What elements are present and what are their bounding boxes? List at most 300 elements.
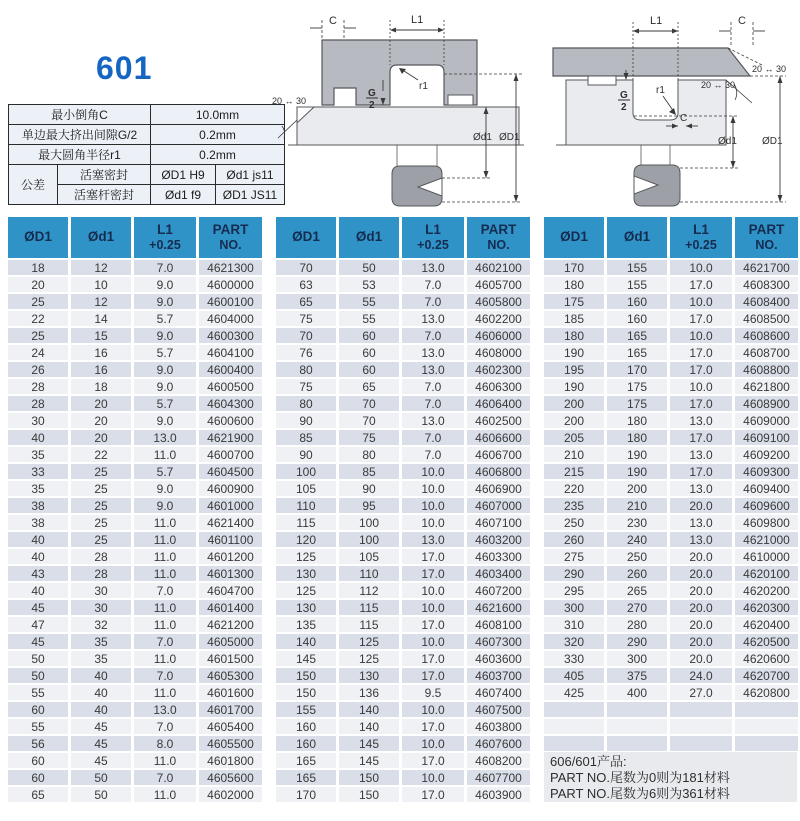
header-cell-d1: Ød1 (607, 217, 667, 258)
table-cell: 80 (276, 362, 336, 377)
tolerance-label: 公差 (9, 165, 58, 205)
table-cell: 150 (339, 787, 399, 802)
table-row (544, 277, 798, 292)
arrowhead (514, 74, 519, 81)
table-cell: 4600000 (199, 277, 262, 292)
table-cell: 190 (607, 464, 667, 479)
cylinder-shape (553, 48, 750, 76)
table-cell: 17.0 (402, 719, 464, 734)
table-cell: 28 (8, 379, 68, 394)
table-row (544, 634, 798, 649)
table-cell: 9.0 (134, 294, 196, 309)
table-cell: 155 (607, 260, 667, 275)
table-cell: 55 (339, 311, 399, 326)
table-cell: 4600500 (199, 379, 262, 394)
table-cell: 4621900 (199, 430, 262, 445)
table-cell: 30 (71, 583, 131, 598)
table-cell: 40 (8, 430, 68, 445)
table-row (544, 328, 798, 343)
table-row (8, 277, 262, 292)
table-cell: 13.0 (134, 430, 196, 445)
table-cell: 4601300 (199, 566, 262, 581)
table-cell: 20.0 (670, 583, 732, 598)
table-cell: 4601200 (199, 549, 262, 564)
table-cell: 25 (8, 294, 68, 309)
table-cell: 112 (339, 583, 399, 598)
table-cell: 4620800 (735, 685, 798, 700)
table-row (276, 277, 530, 292)
table-cell: 125 (339, 651, 399, 666)
size-table-2 (276, 217, 530, 804)
table-row (8, 719, 262, 734)
table-cell: 215 (544, 464, 604, 479)
table-row (276, 515, 530, 530)
table-cell: 35 (71, 651, 131, 666)
table-cell: 280 (607, 617, 667, 632)
table-cell: 12 (71, 260, 131, 275)
table-cell: 155 (276, 702, 336, 717)
table-cell: 115 (339, 600, 399, 615)
table-cell: 20 (71, 396, 131, 411)
table-cell: 80 (339, 447, 399, 462)
table-cell: 10.0 (402, 634, 464, 649)
table-cell: 4605400 (199, 719, 262, 734)
header-cell-partno: PART NO. (467, 217, 530, 258)
table-cell: 17.0 (670, 396, 732, 411)
table-cell: 300 (607, 651, 667, 666)
table-row (544, 464, 798, 479)
table-cell: 120 (276, 532, 336, 547)
table-cell: 22 (71, 447, 131, 462)
table-cell: 25 (71, 532, 131, 547)
table-cell: 13.0 (670, 447, 732, 462)
table-cell: 15 (71, 328, 131, 343)
table-cell: 4605300 (199, 668, 262, 683)
table-cell: 60 (339, 345, 399, 360)
note-line: PART NO.尾数为6则为361材料 (550, 786, 730, 801)
table-cell: 115 (339, 617, 399, 632)
tolerance-value: ØD1 H9 (151, 165, 216, 185)
table-cell: 10.0 (670, 379, 732, 394)
table-cell: 17.0 (402, 549, 464, 564)
table-row (8, 345, 262, 360)
table-cell: 4621800 (735, 379, 798, 394)
table-cell: 4605600 (199, 770, 262, 785)
table-cell: 4608300 (735, 277, 798, 292)
table-row (276, 464, 530, 479)
table-cell: 11.0 (134, 651, 196, 666)
table-row (276, 787, 530, 802)
table-cell: 130 (276, 600, 336, 615)
table-row (8, 498, 262, 513)
table-row (8, 294, 262, 309)
table-cell: 135 (276, 617, 336, 632)
table-cell: 30 (8, 413, 68, 428)
table-cell: 70 (339, 413, 399, 428)
table-cell: 11.0 (134, 600, 196, 615)
table-cell: 25 (71, 515, 131, 530)
angle-arc (282, 126, 285, 138)
table-cell: 320 (544, 634, 604, 649)
dim-label-r1: r1 (419, 81, 428, 92)
table-cell: 50 (8, 651, 68, 666)
table-cell: 90 (276, 413, 336, 428)
table-cell: 20 (71, 430, 131, 445)
table-row (544, 362, 798, 377)
spec-value: 0.2mm (151, 145, 285, 165)
table-row (8, 260, 262, 275)
table-header (544, 217, 798, 258)
table-cell: 40 (8, 532, 68, 547)
table-cell: 17.0 (402, 651, 464, 666)
dim-label-r1: r1 (656, 85, 665, 96)
dim-label-d1: Ød1 (718, 136, 737, 147)
table-cell: 4606300 (467, 379, 530, 394)
table-cell: 185 (544, 311, 604, 326)
table-cell: 9.0 (134, 328, 196, 343)
table-cell: 5.7 (134, 396, 196, 411)
table-row (8, 549, 262, 564)
table-cell: 35 (71, 634, 131, 649)
material-note (544, 752, 797, 802)
table-cell: 17.0 (670, 464, 732, 479)
table-cell: 180 (607, 430, 667, 445)
table-cell: 4604100 (199, 345, 262, 360)
note-line: 606/601产品: (550, 754, 627, 769)
table-row (544, 498, 798, 513)
table-cell: 220 (544, 481, 604, 496)
table-row (544, 617, 798, 632)
table-cell: 4600400 (199, 362, 262, 377)
table-cell: 65 (339, 379, 399, 394)
table-cell: 38 (8, 515, 68, 530)
table-cell: 4608900 (735, 396, 798, 411)
table-cell: 165 (276, 753, 336, 768)
table-cell: 4608600 (735, 328, 798, 343)
table-cell: 13.0 (402, 345, 464, 360)
table-cell: 90 (339, 481, 399, 496)
table-cell: 60 (339, 362, 399, 377)
table-cell: 10.0 (670, 328, 732, 343)
table-cell: 18 (8, 260, 68, 275)
table-cell: 35 (8, 447, 68, 462)
table-cell: 50 (71, 770, 131, 785)
table-cell: 10.0 (670, 260, 732, 275)
table-cell: 60 (8, 702, 68, 717)
table-cell: 56 (8, 736, 68, 751)
table-cell: 400 (607, 685, 667, 700)
table-row (8, 702, 262, 717)
table-cell: 4601400 (199, 600, 262, 615)
table-row (276, 447, 530, 462)
table-cell: 40 (71, 685, 131, 700)
spec-table (8, 104, 285, 205)
table-cell: 4601700 (199, 702, 262, 717)
table-cell: 70 (276, 328, 336, 343)
table-row (8, 736, 262, 751)
table-cell: 190 (544, 345, 604, 360)
table-cell: 7.0 (402, 277, 464, 292)
table-cell: 4609300 (735, 464, 798, 479)
table-cell (607, 702, 667, 717)
table-cell: 20 (71, 413, 131, 428)
table-cell: 4600300 (199, 328, 262, 343)
backup-ring (588, 76, 616, 85)
table-cell: 250 (607, 549, 667, 564)
table-cell: 4606700 (467, 447, 530, 462)
table-cell: 17.0 (402, 668, 464, 683)
table-cell: 8.0 (134, 736, 196, 751)
arrowhead (390, 28, 396, 33)
table-cell: 85 (276, 430, 336, 445)
table-cell: 5.7 (134, 345, 196, 360)
table-cell: 17.0 (402, 787, 464, 802)
table-cell: 4609400 (735, 481, 798, 496)
arrowhead (778, 76, 783, 83)
arrowhead (399, 68, 406, 74)
table-row (544, 532, 798, 547)
table-cell: 9.5 (402, 685, 464, 700)
header-cell-od1: ØD1 (276, 217, 336, 258)
table-row (8, 770, 262, 785)
table-cell: 4602000 (199, 787, 262, 802)
table-cell: 4606400 (467, 396, 530, 411)
table-row (276, 685, 530, 700)
table-row (276, 430, 530, 445)
table-row (276, 668, 530, 683)
table-cell: 11.0 (134, 617, 196, 632)
table-cell: 7.0 (134, 583, 196, 598)
table-row (276, 345, 530, 360)
table-cell (670, 702, 732, 717)
tolerance-value: Ød1 js11 (216, 165, 285, 185)
arrowhead (633, 29, 639, 34)
table-cell: 9.0 (134, 498, 196, 513)
table-cell: 10.0 (402, 583, 464, 598)
table-cell: 210 (544, 447, 604, 462)
table-cell: 4620200 (735, 583, 798, 598)
table-cell: 4601800 (199, 753, 262, 768)
table-row (8, 447, 262, 462)
table-cell: 155 (607, 277, 667, 292)
table-cell: 40 (8, 583, 68, 598)
table-row (544, 515, 798, 530)
table-cell: 7.0 (402, 447, 464, 462)
table-cell: 4603600 (467, 651, 530, 666)
table-row (8, 753, 262, 768)
table-cell: 80 (276, 396, 336, 411)
table-cell: 200 (544, 413, 604, 428)
table-cell: 260 (544, 532, 604, 547)
table-cell: 11.0 (134, 515, 196, 530)
table-cell: 4604300 (199, 396, 262, 411)
table-cell: 110 (276, 498, 336, 513)
table-cell: 140 (339, 702, 399, 717)
table-cell: 70 (276, 260, 336, 275)
table-cell: 190 (607, 447, 667, 462)
table-cell: 17.0 (402, 617, 464, 632)
table-cell: 4601500 (199, 651, 262, 666)
table-cell: 4608100 (467, 617, 530, 632)
table-row (544, 566, 798, 581)
table-row (544, 447, 798, 462)
table-cell: 4601100 (199, 532, 262, 547)
table-cell: 17.0 (670, 311, 732, 326)
table-cell: 7.0 (402, 379, 464, 394)
table-cell: 330 (544, 651, 604, 666)
table-cell: 4621400 (199, 515, 262, 530)
table-row (544, 294, 798, 309)
table-cell: 205 (544, 430, 604, 445)
table-cell: 20.0 (670, 617, 732, 632)
table-body (276, 260, 530, 802)
table-row (8, 396, 262, 411)
table-cell: 4609100 (735, 430, 798, 445)
piston-seal-diagram (538, 8, 798, 215)
table-row (276, 260, 530, 275)
table-cell: 4621000 (735, 532, 798, 547)
table-cell: 27.0 (670, 685, 732, 700)
table-row (544, 345, 798, 360)
table-cell: 28 (71, 549, 131, 564)
chamfer-line (278, 120, 297, 138)
table-cell: 180 (544, 277, 604, 292)
table-cell: 38 (8, 498, 68, 513)
table-cell: 4620700 (735, 668, 798, 683)
table-cell: 7.0 (402, 328, 464, 343)
table-cell: 10 (71, 277, 131, 292)
table-cell: 76 (276, 345, 336, 360)
table-row (8, 413, 262, 428)
spec-label: 最大圆角半径r1 (9, 145, 151, 165)
table-row (276, 651, 530, 666)
table-cell: 4608500 (735, 311, 798, 326)
table-cell: 10.0 (402, 600, 464, 615)
table-cell: 65 (8, 787, 68, 802)
table-cell: 310 (544, 617, 604, 632)
table-cell: 20.0 (670, 651, 732, 666)
table-cell: 50 (8, 668, 68, 683)
tolerance-name: 活塞杆密封 (58, 185, 151, 205)
table-row (276, 294, 530, 309)
table-cell: 170 (607, 362, 667, 377)
header-cell-l1: L1 +0.25 (134, 217, 196, 258)
dim-label-l1: L1 (411, 14, 424, 26)
table-cell: 4608000 (467, 345, 530, 360)
table-cell: 20.0 (670, 600, 732, 615)
table-row (276, 736, 530, 751)
table-cell: 4621300 (199, 260, 262, 275)
table-row (276, 532, 530, 547)
table-cell: 4603300 (467, 549, 530, 564)
table-row (544, 736, 798, 751)
table-cell: 4600900 (199, 481, 262, 496)
table-cell: 26 (8, 362, 68, 377)
table-cell: 260 (607, 566, 667, 581)
tolerance-value: ØD1 JS11 (216, 185, 285, 205)
table-cell: 170 (276, 787, 336, 802)
header-cell-l1: L1 +0.25 (402, 217, 464, 258)
table-cell: 275 (544, 549, 604, 564)
table-cell: 175 (607, 379, 667, 394)
table-cell: 22 (8, 311, 68, 326)
table-cell: 13.0 (670, 481, 732, 496)
table-cell: 24.0 (670, 668, 732, 683)
table-row (8, 430, 262, 445)
table-row (8, 617, 262, 632)
table-cell: 130 (276, 566, 336, 581)
table-row (544, 702, 798, 717)
table-row (276, 311, 530, 326)
table-cell: 60 (8, 753, 68, 768)
table-cell: 45 (71, 736, 131, 751)
table-cell: 175 (544, 294, 604, 309)
backup-ring (448, 95, 473, 105)
table-row (8, 787, 262, 802)
table-cell: 63 (276, 277, 336, 292)
table-cell: 13.0 (402, 311, 464, 326)
table-cell: 180 (544, 328, 604, 343)
table-cell: 13.0 (670, 515, 732, 530)
table-cell: 240 (607, 532, 667, 547)
table-row (276, 481, 530, 496)
table-row (8, 515, 262, 530)
table-row (8, 634, 262, 649)
table-row (544, 430, 798, 445)
table-cell: 160 (276, 736, 336, 751)
table-cell: 165 (607, 328, 667, 343)
table-cell: 210 (607, 498, 667, 513)
table-row (276, 362, 530, 377)
table-cell: 4604000 (199, 311, 262, 326)
table-cell: 4607700 (467, 770, 530, 785)
dim-label-D1: ØD1 (499, 132, 520, 143)
table-cell: 47 (8, 617, 68, 632)
header-cell-d1: Ød1 (339, 217, 399, 258)
table-cell (607, 719, 667, 734)
table-cell: 7.0 (402, 396, 464, 411)
table-cell: 7.0 (134, 260, 196, 275)
table-cell: 16 (71, 345, 131, 360)
table-cell: 145 (339, 753, 399, 768)
table-cell: 45 (8, 600, 68, 615)
table-cell (735, 719, 798, 734)
table-cell: 7.0 (134, 634, 196, 649)
table-cell: 4621200 (199, 617, 262, 632)
header-cell-partno: PART NO. (199, 217, 262, 258)
table-row (544, 396, 798, 411)
table-cell: 20.0 (670, 566, 732, 581)
dim-label-c: C (329, 15, 337, 27)
table-cell: 4600700 (199, 447, 262, 462)
table-cell: 5.7 (134, 464, 196, 479)
table-cell (544, 702, 604, 717)
angle-label: 20 ↔ 30 (272, 96, 307, 106)
table-cell: 4607100 (467, 515, 530, 530)
table-cell: 16 (71, 362, 131, 377)
dim-label-D1: ØD1 (762, 136, 783, 147)
table-cell: 100 (339, 515, 399, 530)
table-cell (670, 719, 732, 734)
table-row (9, 125, 285, 145)
spec-label: 单边最大挤出间隙G/2 (9, 125, 151, 145)
table-cell: 4603400 (467, 566, 530, 581)
table-cell: 20.0 (670, 498, 732, 513)
table-row (276, 634, 530, 649)
table-cell: 4603800 (467, 719, 530, 734)
table-cell: 10.0 (402, 464, 464, 479)
table-cell: 150 (276, 685, 336, 700)
